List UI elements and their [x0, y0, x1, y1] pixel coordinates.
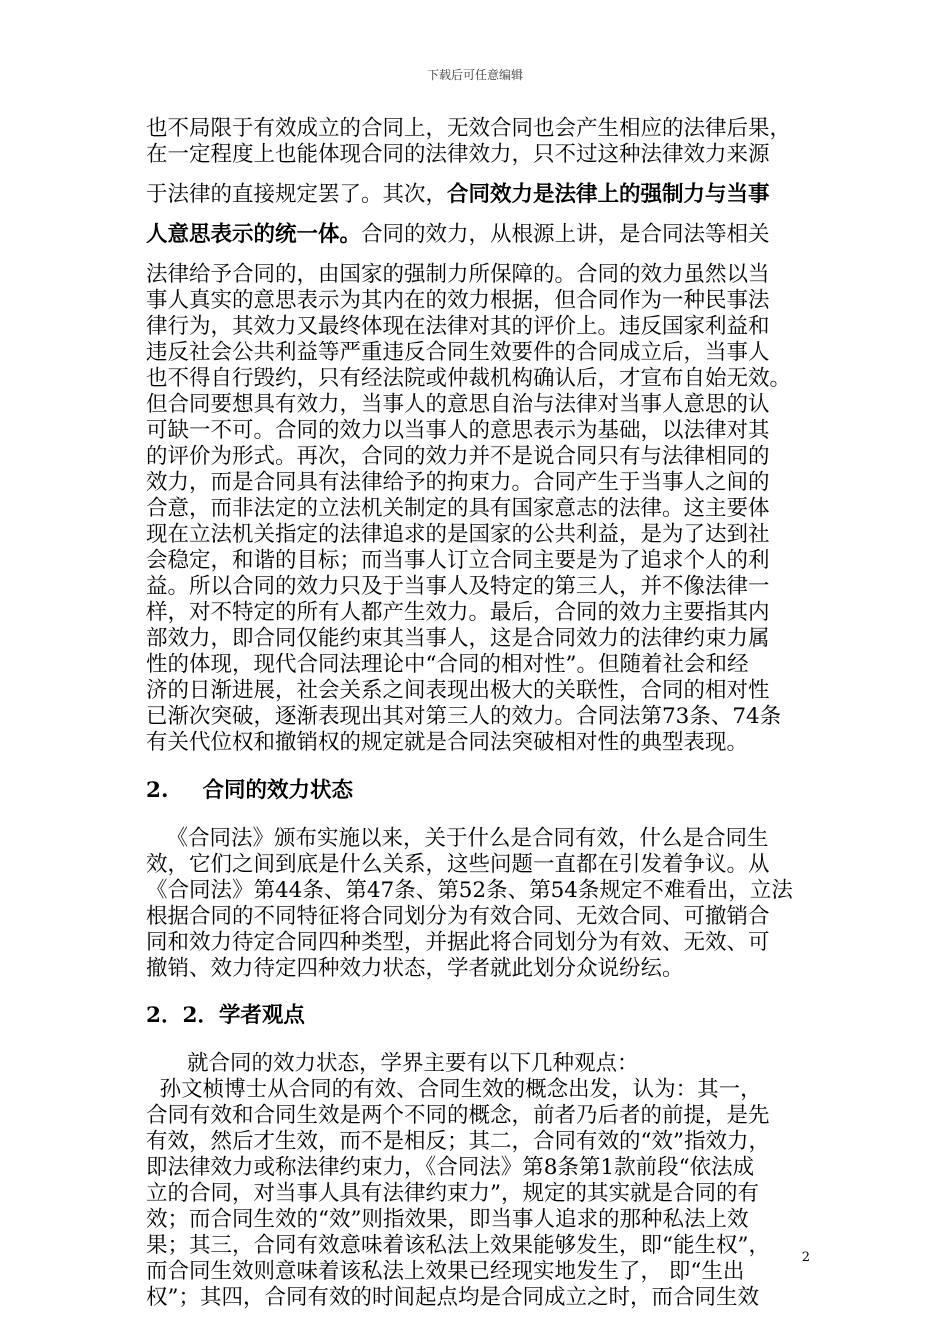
text-line: 效力，而是合同具有法律给予的拘束力。合同产生于当事人之间的: [146, 470, 770, 495]
text-line: 撤销、效力待定四种效力状态，学者就此划分众说纷纭。: [146, 955, 684, 981]
text-line: 而合同生效则意味着该私法上效果已经现实地发生了， 即“生出: [146, 1258, 745, 1284]
text-line: 《合同法》颁布实施以来，关于什么是合同有效，什么是合同生: [146, 825, 769, 851]
text-line: 律行为，其效力又最终体现在法律对其的评价上。违反国家利益和: [146, 314, 770, 339]
text-line: 合意，而非法定的立法机关制定的具有国家意志的法律。这主要体: [146, 496, 770, 521]
text-line: 的评价为形式。再次，合同的效力并不是说合同只有与法律相同的: [146, 444, 770, 469]
section-heading: 2．2．学者观点: [146, 1003, 305, 1028]
text-line: 果；其三，合同有效意味着该私法上效果能够发生，即“能生权”，: [146, 1232, 770, 1258]
text-line: 会稳定，和谐的目标；而当事人订立合同主要是为了追求个人的利: [146, 548, 770, 573]
text-line: 在一定程度上也能体现合同的法律效力，只不过这种法律效力来源: [146, 142, 770, 167]
bold-text-run: 合同效力是法律上的强制力与当事: [447, 182, 770, 207]
text-line: 有效，然后才生效，而不是相反；其二，合同有效的“效”指效力，: [146, 1128, 770, 1154]
text-line: 《合同法》第44条、第47条、第52条、第54条规定不难看出，立法: [146, 877, 793, 903]
text-line: 同和效力待定合同四种类型，并据此将合同划分为有效、无效、可: [146, 929, 770, 955]
text-line: 立的合同，对当事人具有法律约束力”，规定的其实就是合同的有: [146, 1180, 759, 1206]
paragraph-contract-effect: [146, 116, 806, 756]
text-line: 事人真实的意思表示为其内在的效力根据，但合同作为一种民事法: [146, 288, 770, 313]
text-line: 已渐次突破，逐渐表现出其对第三人的效力。合同法第73条、74条: [146, 704, 782, 729]
page-header: 下载后可任意编辑: [426, 68, 523, 82]
text-line: 法律给予合同的，由国家的强制力所保障的。合同的效力虽然以当: [146, 262, 770, 287]
text-line: 即法律效力或称法律约束力，《合同法》第8条第1款前段“依法成: [146, 1154, 755, 1180]
text-line: 现在立法机关指定的法律追求的是国家的公共利益，是为了达到社: [146, 522, 770, 547]
text-line: 但合同要想具有效力，当事人的意思自治与法律对当事人意思的认: [146, 392, 770, 417]
text-line: 权”；其四，合同有效的时间起点均是合同成立之时，而合同生效: [146, 1284, 759, 1310]
section-number: 2.: [146, 778, 169, 803]
section-heading: [146, 778, 806, 804]
bold-text-run: 人意思表示的统一体。: [146, 222, 362, 247]
page-number: 2: [801, 1250, 810, 1265]
text-line: 可缺一不可。合同的效力以当事人的意思表示为基础，以法律对其: [146, 418, 770, 443]
text-run: 合同的效力，从根源上讲，是合同法等相关: [361, 222, 770, 247]
text-line: 合同有效和合同生效是两个不同的概念，前者乃后者的前提，是先: [146, 1102, 770, 1128]
text-line: 效，它们之间到底是什么关系，这些问题一直都在引发着争议。从: [146, 851, 770, 877]
text-line: 孙文桢博士从合同的有效、合同生效的概念出发，认为：其一，: [146, 1076, 762, 1102]
document-body: [146, 116, 806, 1311]
text-run: 于法律的直接规定罢了。其次，: [146, 182, 448, 207]
text-line: [146, 182, 806, 208]
text-line: 部效力，即合同仅能约束其当事人，这是合同效力的法律约束力属: [146, 626, 770, 651]
text-line: 就合同的效力状态，学界主要有以下几种观点：: [146, 1050, 639, 1076]
section-2: [146, 778, 806, 982]
text-line: 济的日渐进展，社会关系之间表现出极大的关联性，合同的相对性: [146, 678, 770, 703]
text-line: 样，对不特定的所有人都产生效力。最后，合同的效力主要指其内: [146, 600, 770, 625]
text-line: 益。所以合同的效力只及于当事人及特定的第三人，并不像法律一: [146, 574, 770, 599]
section-title: 合同的效力状态: [202, 778, 353, 803]
text-line: 也不局限于有效成立的合同上，无效合同也会产生相应的法律后果，: [146, 116, 792, 141]
text-line: 效；而合同生效的“效”则指效果，即当事人追求的那种私法上效: [146, 1206, 749, 1232]
text-line: 也不得自行毁约，只有经法院或仲裁机构确认后，才宣布自始无效。: [146, 366, 792, 391]
text-line: 性的体现，现代合同法理论中“合同的相对性”。但随着社会和经: [146, 652, 749, 677]
text-line: 有关代位权和撤销权的规定就是合同法突破相对性的典型表现。: [146, 730, 749, 755]
section-2-2: [146, 1003, 806, 1311]
text-line: 违反社会公共利益等严重违反合同生效要件的合同成立后，当事人: [146, 340, 770, 365]
text-line: [146, 222, 806, 248]
text-line: 根据合同的不同特征将合同划分为有效合同、无效合同、可撤销合: [146, 903, 770, 929]
paragraph-continuation: [146, 262, 806, 756]
